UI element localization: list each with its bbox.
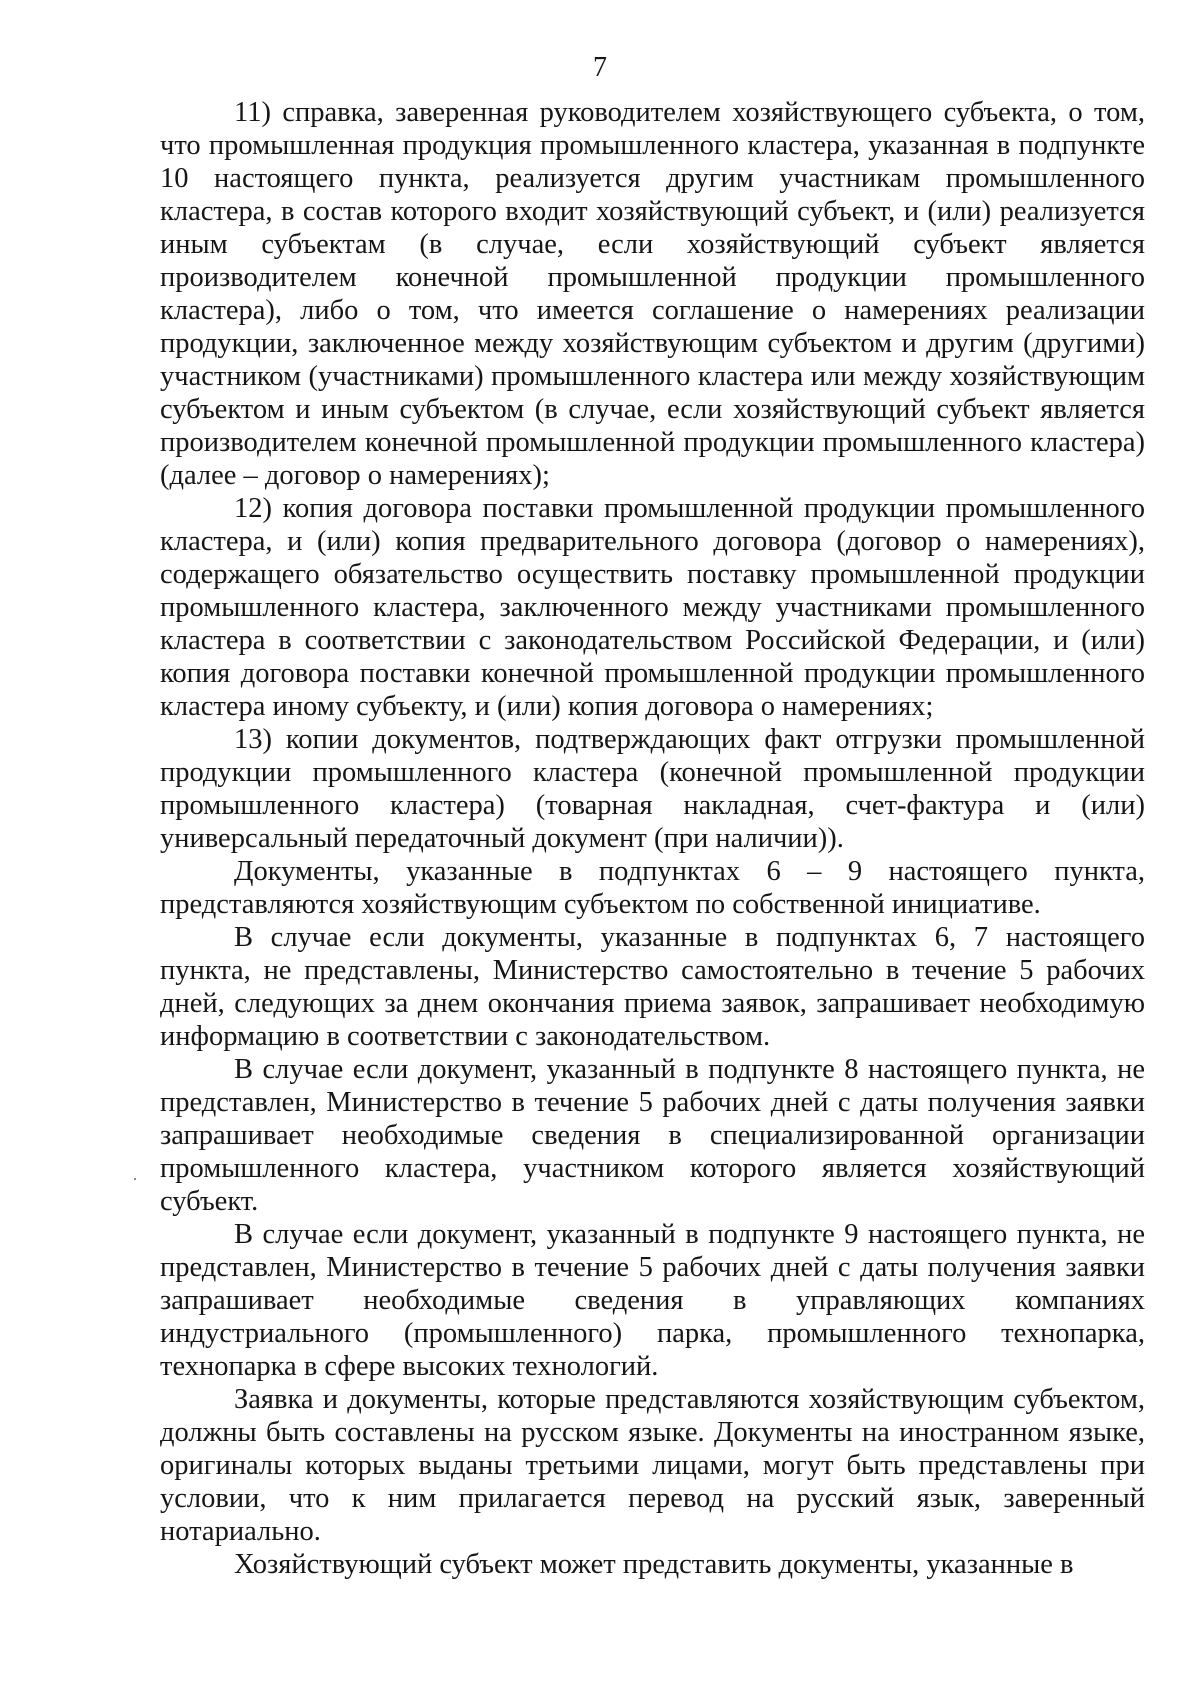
paragraph-item-11: 11) справка, заверенная руководителем хозяйствующего субъекта, о том, что промышленная продукция промышленного кластера, указанная в подпункте 10 настоящего пункта, реализуется другим участникам промышленного кластера, в состав которого входит хозяйствующий субъект, и (или) реализуется иным субъектам (в случае, если хозяйствующий субъект является производителем конечной промышленной продукции промышленного кластера), либо о том, что имеется соглашение о намерениях реализации продукции, заключенное между хозяйствующим субъектом и другим (другими) участником (участниками) промышленного кластера или между хозяйствующим субъектом и иным субъектом (в случае, если хозяйствующий субъект является производителем конечной промышленной продукции промышленного кластера) (далее – договор о намерениях); [160,97,1145,491]
page-number: 7 [593,52,607,83]
paragraph-language-requirement: Заявка и документы, которые представляются хозяйствующим субъектом, должны быть составлены на русском языке. Документы на иностранном языке, оригиналы которых выданы третьими лицами, могут быть представлены при условии, что к ним прилагается перевод на русский язык, заверенный нотариально. [160,1384,1145,1547]
scan-speck [134,1178,136,1180]
paragraph-item-13: 13) копии документов, подтверждающих факт отгрузки промышленной продукции промышленного кластера (конечной промышленной продукции промышленного кластера) (товарная накладная, счет-фактура и (или) универсальный передаточный документ (при наличии)). [160,724,1145,854]
paragraph-documents-optional: Документы, указанные в подпунктах 6 – 9 настоящего пункта, представляются хозяйствующим субъектом по собственной инициативе. [160,856,1145,920]
paragraph-subitem-9: В случае если документ, указанный в подпункте 9 настоящего пункта, не представлен, Министерство в течение 5 рабочих дней с даты получения заявки запрашивает необходимые сведения в управляющих компаниях индустриального (промышленного) парка, промышленного технопарка, технопарка в сфере высоких технологий. [160,1219,1145,1382]
paragraph-item-12: 12) копия договора поставки промышленной продукции промышленного кластера, и (или) копия предварительного договора (договор о намерениях), содержащего обязательство осуществить поставку промышленной продукции промышленного кластера, заключенного между участниками промышленного кластера в соответствии с законодательством Российской Федерации, и (или) копия договора поставки конечной промышленной продукции промышленного кластера иному субъекту, и (или) копия договора о намерениях; [160,493,1145,722]
paragraph-subitems-6-7: В случае если документы, указанные в подпунктах 6, 7 настоящего пункта, не представлены, Министерство самостоятельно в течение 5 рабочих дней, следующих за днем окончания приема заявок, запрашивает необходимую информацию в соответствии с законодательством. [160,922,1145,1052]
paragraph-continuation: Хозяйствующий субъект может представить документы, указанные в [234,1549,1074,1580]
document-body [160,96,1145,1581]
paragraph-subitem-8: В случае если документ, указанный в подпункте 8 настоящего пункта, не представлен, Министерство в течение 5 рабочих дней с даты получения заявки запрашивает необходимые сведения в специализированной организации промышленного кластера, участником которого является хозяйствующий субъект. [160,1054,1145,1217]
